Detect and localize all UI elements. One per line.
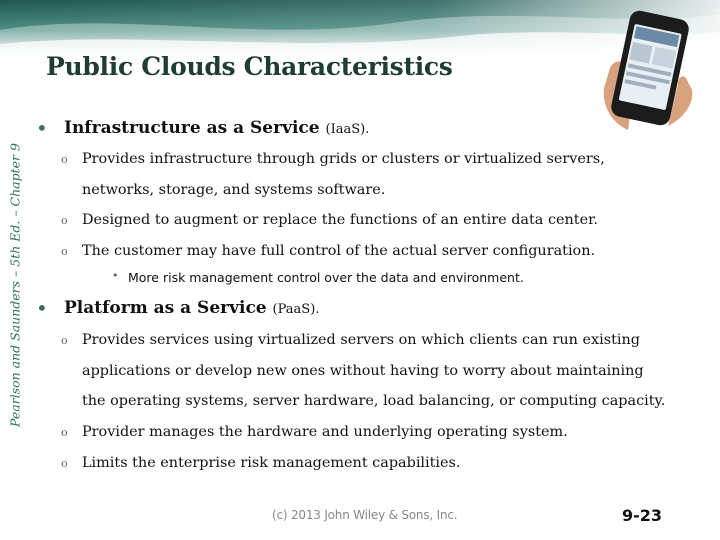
sub-bullet: o Provides services using virtualized servers on which clients can run existing: [61, 332, 640, 348]
slide-title: Public Clouds Characteristics: [46, 52, 453, 81]
bullet-icon: •: [112, 269, 119, 282]
circle-bullet-icon: o: [61, 214, 68, 227]
sub-bullet: o Limits the enterprise risk management capabilities.: [61, 455, 461, 471]
side-caption: [0, 140, 30, 430]
sub-bullet: o Provides infrastructure through grids or clusters or virtualized servers,: [61, 151, 605, 167]
bullet-heading: Platform as a Service (PaaS).: [64, 298, 320, 318]
sub-bullet: o Designed to augment or replace the functions of an entire data center.: [61, 212, 598, 228]
sub-bullet: o The customer may have full control of the actual server configuration.: [61, 243, 596, 259]
circle-bullet-icon: o: [61, 457, 68, 470]
bullet-icon: •: [36, 296, 48, 320]
circle-bullet-icon: o: [61, 245, 68, 258]
bullet-heading: Infrastructure as a Service (IaaS).: [64, 118, 370, 138]
circle-bullet-icon: o: [61, 153, 68, 166]
circle-bullet-icon: o: [61, 426, 68, 439]
circle-bullet-icon: o: [61, 334, 68, 347]
smartphone-illustration: [598, 8, 698, 132]
side-caption-text: Pearlson and Saunders – 5th Ed. – Chapter 9: [7, 143, 23, 427]
copyright-footer: (c) 2013 John Wiley & Sons, Inc.: [272, 508, 458, 522]
sub-sub-bullet: • More risk management control over the data and environment.: [112, 269, 524, 285]
sub-bullet-continued: applications or develop new ones without having to worry about maintaining: [82, 363, 644, 379]
sub-bullet-continued: networks, storage, and systems software.: [82, 182, 386, 198]
sub-bullet: o Provider manages the hardware and underlying operating system.: [61, 424, 568, 440]
page-number: 9-23: [622, 506, 663, 525]
bullet-icon: •: [36, 116, 48, 140]
sub-bullet-continued: the operating systems, server hardware, load balancing, or computing capacity.: [82, 393, 666, 409]
